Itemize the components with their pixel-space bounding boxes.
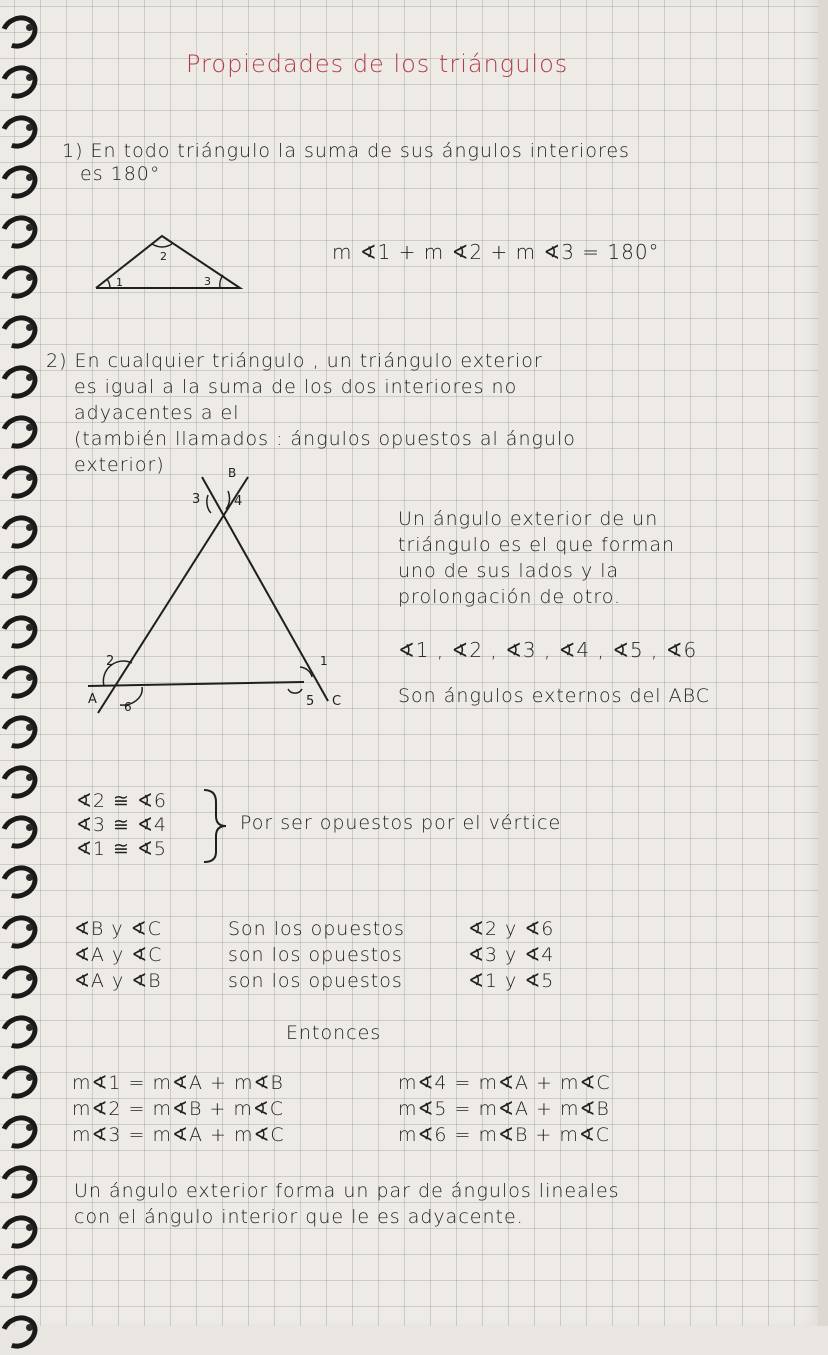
- equation-angle-6: m∢6 = m∢B + m∢C: [398, 1124, 611, 1146]
- congruence-row-3: ∢1 ≅ ∢5: [76, 838, 168, 860]
- spiral-ring: [0, 1064, 36, 1090]
- definition-line-3: uno de sus lados y la: [398, 560, 620, 582]
- angle-label-3: 3: [192, 492, 201, 507]
- equation-angle-5: m∢5 = m∢A + m∢B: [398, 1098, 610, 1120]
- angle-label-6: 6: [124, 700, 132, 714]
- angle-label-5: 5: [306, 694, 315, 709]
- spiral-ring: [0, 64, 36, 90]
- angle-label-4: 4: [234, 494, 243, 509]
- equation-angle-1: m∢1 = m∢A + m∢B: [72, 1072, 284, 1094]
- definition-line-1: Un ángulo exterior de un: [398, 508, 659, 530]
- opposite-pair-1: ∢B y ∢C: [74, 918, 162, 940]
- spiral-binding: [0, 0, 60, 1326]
- equation-angle-2: m∢2 = m∢B + m∢C: [72, 1098, 285, 1120]
- exterior-angle-caption: Son ángulos externos del ABC: [398, 685, 710, 707]
- exterior-angles-triangle-figure: [80, 465, 380, 715]
- conclusion-heading: Entonces: [286, 1022, 382, 1044]
- spiral-ring: [0, 1014, 36, 1040]
- property-2-line-2: es igual a la suma de los dos interiores no: [74, 376, 518, 398]
- opposite-text-3: son los opuestos: [228, 970, 403, 992]
- spiral-ring: [0, 1314, 36, 1340]
- property-1-line-2: es 180°: [80, 163, 161, 185]
- congruence-row-1: ∢2 ≅ ∢6: [76, 790, 168, 812]
- triangle-interior-figure: [90, 230, 250, 300]
- opposite-text-1: Son los opuestos: [228, 918, 405, 940]
- spiral-ring: [0, 564, 36, 590]
- property-2-line-1: 2) En cualquier triángulo , un triángulo exterior: [46, 350, 543, 372]
- property-2-line-5: exterior): [74, 454, 165, 476]
- spiral-ring: [0, 364, 36, 390]
- opposite-angles-3: ∢1 y ∢5: [468, 970, 555, 992]
- angle-label-2: 2: [160, 250, 167, 263]
- spiral-ring: [0, 164, 36, 190]
- spiral-ring: [0, 1114, 36, 1140]
- spiral-ring: [0, 964, 36, 990]
- curly-brace: [198, 786, 234, 866]
- opposite-pair-2: ∢A y ∢C: [74, 944, 163, 966]
- equation-angle-4: m∢4 = m∢A + m∢C: [398, 1072, 611, 1094]
- opposite-angles-1: ∢2 y ∢6: [468, 918, 555, 940]
- spiral-ring: [0, 714, 36, 740]
- spiral-ring: [0, 314, 36, 340]
- spiral-ring: [0, 414, 36, 440]
- spiral-ring: [0, 14, 36, 40]
- angle-label-2: 2: [106, 654, 115, 669]
- vertex-label-a: A: [88, 692, 97, 707]
- spiral-ring: [0, 1264, 36, 1290]
- spiral-ring: [0, 864, 36, 890]
- spiral-ring: [0, 664, 36, 690]
- page-title: Propiedades de los triángulos: [186, 50, 569, 78]
- opposite-text-2: son los opuestos: [228, 944, 403, 966]
- spiral-ring: [0, 814, 36, 840]
- spiral-ring: [0, 1214, 36, 1240]
- congruence-reason: Por ser opuestos por el vértice: [240, 812, 562, 834]
- property-1-line-1: 1) En todo triángulo la suma de sus ángulos interiores: [62, 140, 630, 162]
- definition-line-2: triángulo es el que forman: [398, 534, 676, 556]
- spiral-ring: [0, 1164, 36, 1190]
- exterior-angle-list: ∢1 , ∢2 , ∢3 , ∢4 , ∢5 , ∢6: [398, 638, 698, 662]
- property-2-line-3: adyacentes a el: [74, 402, 240, 424]
- page-edge: [818, 0, 828, 1326]
- property-2-line-4: (también llamados : ángulos opuestos al ángulo: [74, 428, 576, 450]
- footer-note-line-1: Un ángulo exterior forma un par de ángulos lineales: [74, 1180, 620, 1202]
- opposite-pair-3: ∢A y ∢B: [74, 970, 162, 992]
- vertex-label-b: B: [228, 466, 237, 480]
- vertex-label-c: C: [332, 694, 342, 709]
- spiral-ring: [0, 214, 36, 240]
- spiral-ring: [0, 514, 36, 540]
- sum-equation: m ∢1 + m ∢2 + m ∢3 = 180°: [332, 240, 660, 264]
- spiral-ring: [0, 614, 36, 640]
- spiral-ring: [0, 264, 36, 290]
- footer-note-line-2: con el ángulo interior que le es adyacente.: [74, 1206, 524, 1228]
- spiral-ring: [0, 114, 36, 140]
- equation-angle-3: m∢3 = m∢A + m∢C: [72, 1124, 285, 1146]
- spiral-ring: [0, 464, 36, 490]
- angle-label-3: 3: [204, 275, 211, 288]
- spiral-ring: [0, 764, 36, 790]
- angle-label-1: 1: [116, 276, 123, 289]
- opposite-angles-2: ∢3 y ∢4: [468, 944, 555, 966]
- congruence-row-2: ∢3 ≅ ∢4: [76, 814, 168, 836]
- definition-line-4: prolongación de otro.: [398, 586, 622, 608]
- angle-label-1: 1: [320, 654, 328, 668]
- spiral-ring: [0, 914, 36, 940]
